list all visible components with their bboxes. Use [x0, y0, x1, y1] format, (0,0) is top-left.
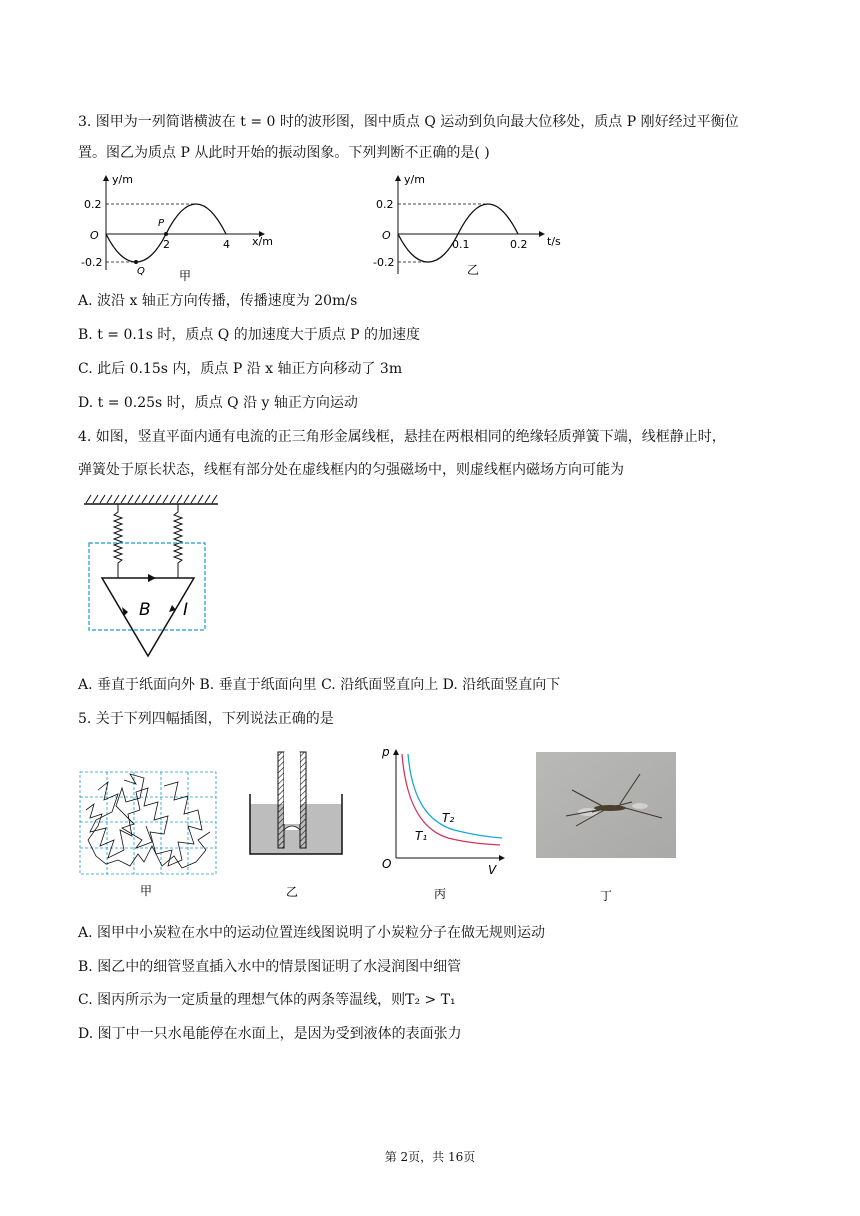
q3-yi-y-neg: -0.2: [373, 256, 395, 269]
q5-option-d: D. 图丁中一只水黾能停在水面上，是因为受到液体的表面张力: [78, 1026, 462, 1042]
q3-yi-origin: O: [382, 229, 391, 242]
q3-jia-x-axis-label: x/m: [252, 235, 273, 248]
q3-yi-y-axis-label: y/m: [404, 173, 425, 186]
q3-yi-tick-02: 0.2: [510, 238, 528, 251]
q3-yi-tick-01: 0.1: [452, 238, 470, 251]
q5-water-strider-photo: [536, 752, 678, 904]
page-footer: 第 2页，共 16页: [384, 1150, 476, 1164]
q3-jia-tick-2: 2: [163, 238, 170, 251]
q3-yi-x-axis-label: t/s: [547, 235, 561, 248]
q3-jia-y-neg: -0.2: [81, 256, 103, 269]
q5-caption-ding: 丁: [600, 889, 613, 903]
q5-pv-origin: O: [382, 857, 392, 871]
q5-stem: 5. 关于下列四幅插图，下列说法正确的是: [78, 711, 334, 727]
q3-jia-y-axis-label: y/m: [112, 173, 133, 186]
q5-pv-graph: [378, 744, 508, 904]
q3-stem-line1: 3. 图甲为一列简谐横波在 t = 0 时的波形图，图中质点 Q 运动到负向最大位移处，质点 P 刚好经过平衡位: [78, 114, 739, 130]
q3-jia-tick-4: 4: [223, 238, 230, 251]
q3-option-b: B. t = 0.1s 时，质点 Q 的加速度大于质点 P 的加速度: [78, 327, 421, 343]
q5-pv-t2: T₂: [442, 811, 455, 825]
q3-yi-caption: 乙: [467, 263, 480, 277]
q5-pv-v-label: V: [488, 863, 497, 877]
q3-wave-graph: [78, 170, 288, 285]
q5-caption-yi: 乙: [286, 885, 299, 899]
q3-vibration-graph: [370, 170, 580, 285]
q3-jia-caption: 甲: [179, 269, 192, 283]
q4-label-b: B: [139, 600, 151, 620]
q3-jia-origin: O: [90, 229, 99, 242]
q5-option-c: C. 图丙所示为一定质量的理想气体的两条等温线，则T₂ > T₁: [78, 992, 456, 1008]
q5-brownian-figure: [78, 770, 218, 900]
q5-option-a: A. 图甲中小炭粒在水中的运动位置连线图说明了小炭粒分子在做无规则运动: [78, 925, 546, 941]
q5-caption-jia: 甲: [140, 884, 153, 898]
q4-label-i: I: [183, 600, 189, 620]
q3-jia-y-pos: 0.2: [84, 198, 102, 211]
q3-stem-line2: 置。图乙为质点 P 从此时开始的振动图象。下列判断不正确的是( ): [78, 145, 490, 161]
q5-pv-t1: T₁: [415, 829, 428, 843]
q5-capillary-figure: [246, 748, 346, 900]
q3-option-c: C. 此后 0.15s 内，质点 P 沿 x 轴正方向移动了 3m: [78, 361, 403, 377]
q4-triangle-frame-figure: [80, 492, 225, 660]
q4-options: A. 垂直于纸面向外 B. 垂直于纸面向里 C. 沿纸面竖直向上 D. 沿纸面竖直向下: [78, 677, 561, 693]
q3-jia-label-p: P: [158, 218, 165, 229]
q3-yi-y-pos: 0.2: [376, 198, 394, 211]
q5-option-b: B. 图乙中的细管竖直插入水中的情景图证明了水浸润图中细管: [78, 959, 462, 975]
q5-pv-p-label: p: [382, 745, 390, 759]
q3-option-a: A. 波沿 x 轴正方向传播，传播速度为 20m/s: [78, 293, 358, 309]
q5-caption-bing: 丙: [434, 887, 447, 901]
q3-option-d: D. t = 0.25s 时，质点 Q 沿 y 轴正方向运动: [78, 395, 358, 411]
q3-jia-label-q: Q: [137, 266, 145, 277]
q4-stem-line1: 4. 如图，竖直平面内通有电流的正三角形金属线框，悬挂在两根相同的绝缘轻质弹簧下端，线框静止时，: [78, 429, 726, 445]
q4-stem-line2: 弹簧处于原长状态，线框有部分处在虚线框内的匀强磁场中，则虚线框内磁场方向可能为: [78, 462, 624, 478]
